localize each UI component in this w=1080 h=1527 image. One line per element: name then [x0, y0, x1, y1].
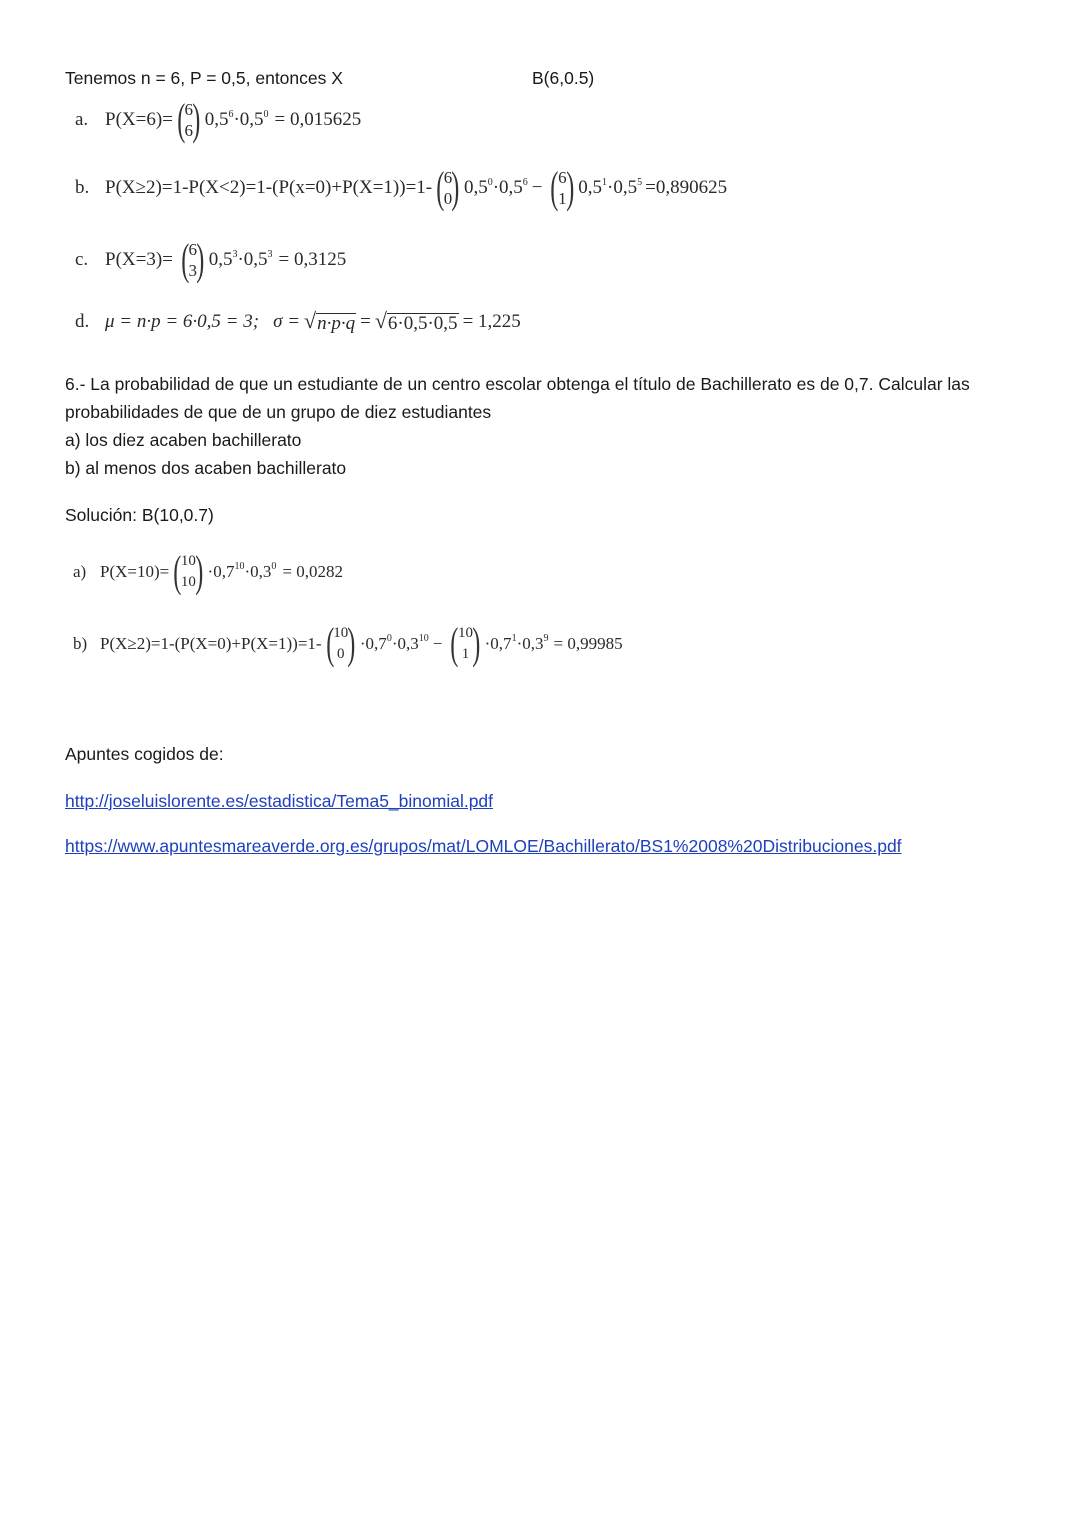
std-dev-result: = 1,225 — [462, 311, 521, 332]
binomial-coefficient: ( 10 10 ) — [173, 547, 204, 596]
sources-heading: Apuntes cogidos de: — [65, 744, 224, 764]
formula-lhs: P(X=3)= — [105, 249, 173, 270]
formula-terms: $\cdot 0,7^{10}\cdot 0,3^0$ — [207, 561, 277, 581]
formula-lhs: P(X≥2)=1-P(X<2)=1-(P(x=0)+P(X=1))=1- — [105, 177, 433, 198]
item-label: a. — [75, 109, 89, 130]
solution-6a — [73, 547, 343, 596]
intro-distribution: B(6,0.5) — [532, 68, 595, 88]
item-label: a) — [73, 562, 87, 581]
formula-result: =0,890625 — [645, 177, 728, 198]
formula-terms: $0,5^1\cdot 0,5^5$ — [578, 177, 643, 198]
solution-5c — [75, 235, 347, 284]
formula-terms: $\cdot 0,7^1\cdot 0,3^9$ — [484, 633, 549, 653]
formula-lhs: P(X=10)= — [100, 562, 170, 581]
formula-terms: $0,5^3\cdot 0,5^3$ — [208, 249, 273, 270]
item-label: d. — [75, 311, 90, 332]
problem6-statement-line1: 6.- La probabilidad de que un estudiante de un centro escolar obtenga el título de Bachillerato es de 0,7. Calcular las — [65, 374, 970, 394]
binomial-coefficient: ( 10 1 ) — [450, 619, 481, 668]
mean-formula: μ = n·p = 6·0,5 = 3; — [105, 311, 260, 332]
std-dev-label: σ = — [273, 311, 301, 332]
intro-text: Tenemos n = 6, P = 0,5, entonces X — [65, 68, 343, 88]
square-root: √ n·p·q — [304, 308, 356, 334]
formula-result: = 0,015625 — [274, 109, 362, 130]
binomial-coefficient: ( 6 1 ) — [550, 163, 574, 212]
binomial-coefficient: ( 6 3 ) — [181, 235, 205, 284]
item-label: b. — [75, 177, 90, 198]
formula-terms: $0,5^6\cdot 0,5^0$ — [204, 109, 269, 130]
source-link-joseluislorente[interactable]: http://joseluislorente.es/estadistica/Tema5_binomial.pdf — [65, 791, 494, 811]
binomial-coefficient: ( 6 0 ) — [436, 163, 460, 212]
formula-lhs: P(X=6)= — [105, 109, 173, 130]
item-label: b) — [73, 634, 88, 653]
binomial-coefficient: ( 6 6 ) — [177, 95, 201, 144]
problem6-part-a: a) los diez acaben bachillerato — [65, 430, 302, 450]
problem6-solution-heading: Solución: B(10,0.7) — [65, 505, 214, 525]
binomial-coefficient: ( 10 0 ) — [325, 619, 356, 668]
formula-terms: $0,5^0\cdot 0,5^6$ — [463, 177, 528, 198]
solution-6b: b) P(X≥2)=1-(P(X=0)+P(X=1))=1- ( 10 0 ) $\cdot 0,7^0\cdot 0,3^{10}$ − ( 10 1 ) $\cdot 0,7^1\cdot 0,3^9$ = 0,99985 — [73, 619, 623, 668]
item-label: c. — [75, 249, 89, 270]
formula-result: = 0,3125 — [278, 249, 347, 270]
source-link-apuntesmareaverde[interactable]: https://www.apuntesmareaverde.org.es/grupos/mat/LOMLOE/Bachillerato/BS1%2008%20Distribuciones.pdf — [65, 836, 902, 856]
formula-result: = 0,99985 — [553, 634, 623, 653]
formula-terms: $\cdot 0,7^0\cdot 0,3^{10}$ — [359, 633, 429, 653]
solution-5b: b. P(X≥2)=1-P(X<2)=1-(P(x=0)+P(X=1))=1- ( 6 0 ) $0,5^0\cdot 0,5^6$ − ( 6 1 ) $0,5^1\cdot 0,5^5$ =0,890625 — [75, 163, 728, 212]
problem6-statement-line2: probabilidades de que de un grupo de diez estudiantes — [65, 402, 492, 422]
problem6-part-b: b) al menos dos acaben bachillerato — [65, 458, 347, 478]
formula-result: = 0,0282 — [282, 562, 343, 581]
solution-5d: d. μ = n·p = 6·0,5 = 3; σ = √ n·p·q = √ 6·0,5·0,5 = 1,225 — [75, 308, 521, 334]
square-root: √ 6·0,5·0,5 — [374, 308, 458, 334]
solution-5a — [75, 95, 362, 144]
formula-lhs: P(X≥2)=1-(P(X=0)+P(X=1))=1- — [100, 634, 322, 653]
